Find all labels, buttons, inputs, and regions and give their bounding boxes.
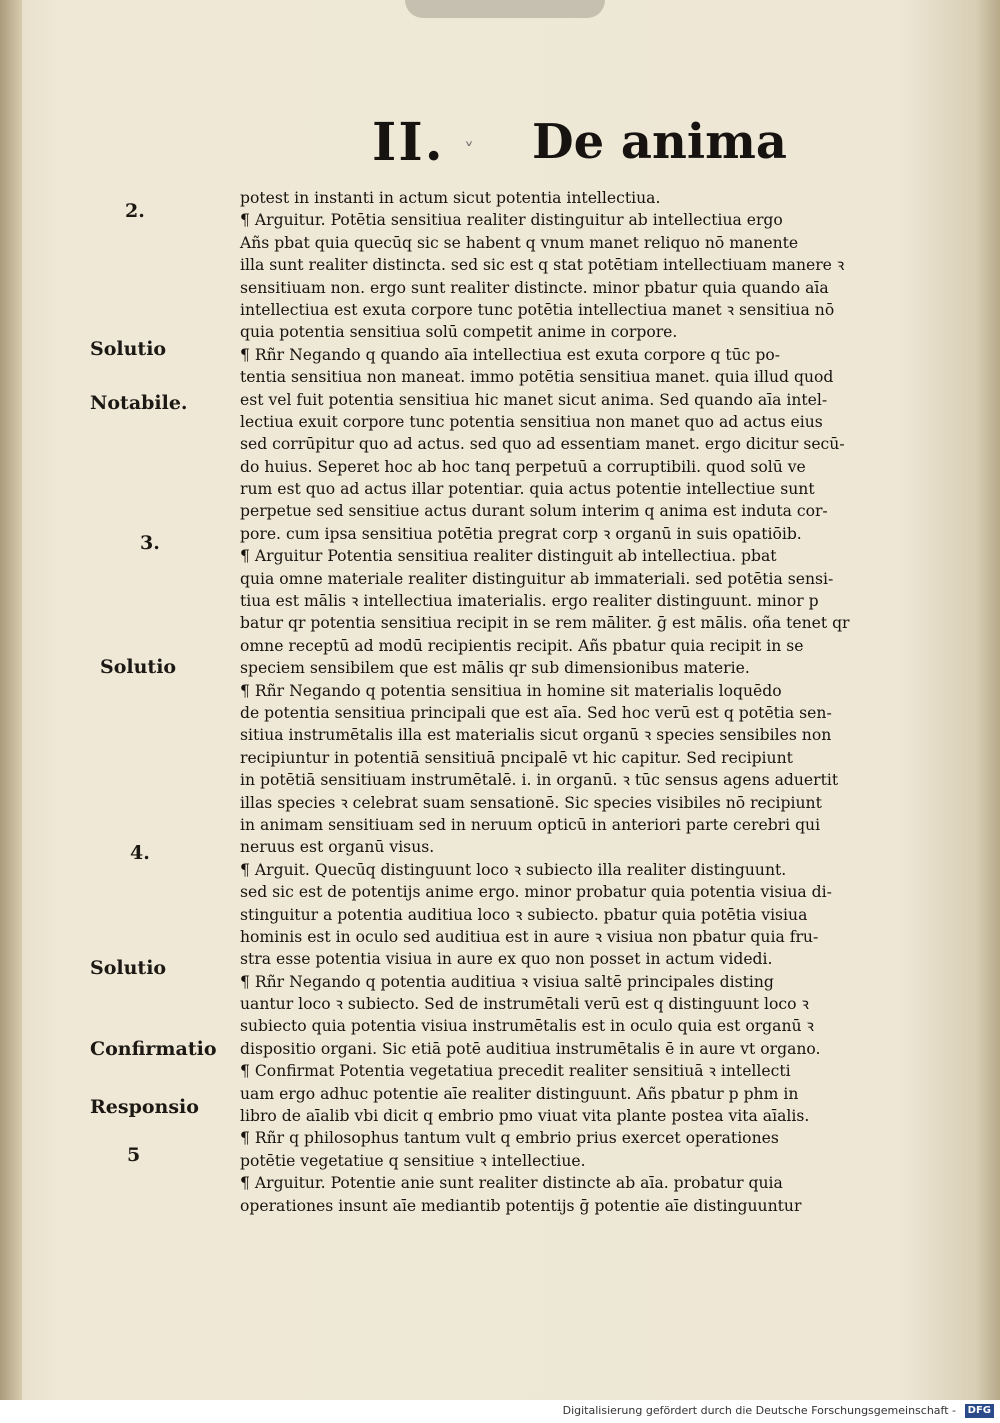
text-line: rum est quo ad actus illar potentiar. quia actus potentie intellectiue sunt bbox=[240, 480, 815, 499]
text-line: illa sunt realiter distincta. sed sic est q stat potētiam intellectiuam manere ꝛ bbox=[240, 256, 845, 275]
text-line: ¶ Arguitur Potentia sensitiua realiter distinguit ab intellectiua. pbat bbox=[240, 547, 777, 566]
text-line: hominis est in oculo sed auditiua est in aure ꝛ visiua non pbatur quia fru- bbox=[240, 927, 819, 946]
text-line: ¶ Rñr Negando q potentia auditiua ꝛ visiua saltē principales disting bbox=[240, 972, 774, 991]
margin-note-3: 3. bbox=[140, 532, 160, 554]
text-line: sed corrūpitur quo ad actus. sed quo ad essentiam manet. ergo dicitur secū- bbox=[240, 435, 845, 454]
text-line: tiua est mālis ꝛ intellectiua imaterialis. ergo realiter distinguunt. minor p bbox=[240, 592, 819, 611]
text-line: stra esse potentia visiua in aure ex quo non posset in actum videdi. bbox=[240, 950, 773, 969]
text-line: speciem sensibilem que est mālis qr sub dimensionibus materie. bbox=[240, 659, 750, 678]
funding-credit: Digitalisierung gefördert durch die Deutsche Forschungsgemeinschaft - bbox=[562, 1404, 956, 1417]
text-line: neruus est organū visus. bbox=[240, 838, 435, 857]
text-line: potētie vegetatiue q sensitiue ꝛ intellectiue. bbox=[240, 1151, 586, 1170]
text-line: do huius. Seperet hoc ab hoc tanq perpetuū a corruptibili. quod solū ve bbox=[240, 457, 806, 476]
margin-note-confirmatio: Confirmatio bbox=[90, 1038, 217, 1060]
text-line: ¶ Rñr Negando q potentia sensitiua in homine sit materialis loquēdo bbox=[240, 681, 782, 700]
text-line: ¶ Confirmat Potentia vegetatiua precedit realiter sensitiuā ꝛ intellecti bbox=[240, 1062, 791, 1081]
text-line: quia omne materiale realiter distinguitur ab immateriali. sed potētia sensi- bbox=[240, 569, 834, 588]
text-line: ¶ Arguitur. Potentie anie sunt realiter distincte ab aīa. probatur quia bbox=[240, 1174, 783, 1193]
text-line: quia potentia sensitiua solū competit anime in corpore. bbox=[240, 323, 678, 342]
margin-note-2: 2. bbox=[125, 200, 145, 222]
running-title: De anima bbox=[532, 114, 787, 170]
margin-note-4: 4. bbox=[130, 842, 150, 864]
text-line: perpetue sed sensitiue actus durant solum interim q anima est induta cor- bbox=[240, 502, 828, 521]
caret-mark: ˅ bbox=[464, 138, 474, 162]
text-line: ¶ Rñr q philosophus tantum vult q embrio prius exercet operationes bbox=[240, 1129, 779, 1148]
text-line: intellectiua est exuta corpore tunc potētia intellectiua manet ꝛ sensitiua nō bbox=[240, 300, 835, 319]
text-line: subiecto quia potentia visiua instrumētalis est in oculo quia est organū ꝛ bbox=[240, 1017, 814, 1036]
text-line: pore. cum ipsa sensitiua potētia pregrat corp ꝛ organū in suis opatiōib. bbox=[240, 524, 802, 543]
dfg-logo: DFG bbox=[965, 1404, 994, 1418]
text-line: potest in instanti in actum sicut potentia intellectiua. bbox=[240, 189, 661, 207]
margin-note-notabile: Notabile. bbox=[90, 392, 188, 414]
main-text-block bbox=[240, 187, 912, 1217]
page-spine-shadow bbox=[0, 0, 22, 1400]
margin-note-responsio: Responsio bbox=[90, 1096, 199, 1118]
text-line: in animam sensitiuam sed in neruum opticū in anteriori parte cerebri qui bbox=[240, 815, 821, 834]
text-line: stinguitur a potentia auditiua loco ꝛ subiecto. pbatur quia potētia visiua bbox=[240, 905, 808, 924]
text-line: sitiua instrumētalis illa est materialis sicut organū ꝛ species sensibiles non bbox=[240, 726, 832, 745]
text-line: libro de aīalib vbi dicit q embrio pmo viuat vita plante postea vita aīalis. bbox=[240, 1107, 810, 1126]
text-line: in potētiā sensitiuam instrumētalē. i. in organū. ꝛ tūc sensus agens aduertit bbox=[240, 771, 839, 790]
text-line: ¶ Arguitur. Potētia sensitiua realiter distinguitur ab intellectiua ergo bbox=[240, 211, 783, 230]
text-line: ¶ Arguit. Quecūq distinguunt loco ꝛ subiecto illa realiter distinguunt. bbox=[240, 860, 787, 879]
text-line: dispositio organi. Sic etiā potē auditiua instrumētalis ē in aure vt organo. bbox=[240, 1039, 821, 1058]
text-line: uam ergo adhuc potentie aīe realiter distinguunt. Añs pbatur p phm in bbox=[240, 1084, 799, 1103]
text-line: est vel fuit potentia sensitiua hic manet sicut anima. Sed quando aīa intel- bbox=[240, 390, 828, 409]
text-line: de potentia sensitiua principali que est aīa. Sed hoc verū est q potētia sen- bbox=[240, 703, 832, 722]
text-line: recipiuntur in potentiā sensitiuā pncipalē vt hic capitur. Sed recipiunt bbox=[240, 748, 793, 767]
tape-strip bbox=[405, 0, 605, 18]
margin-note-5: 5 bbox=[127, 1144, 141, 1166]
running-head bbox=[370, 108, 790, 178]
text-line: uantur loco ꝛ subiecto. Sed de instrumētali verū est q distinguunt loco ꝛ bbox=[240, 995, 809, 1014]
text-line: sensitiuam non. ergo sunt realiter distincte. minor pbatur quia quando aīa bbox=[240, 278, 829, 297]
folio-number: II. bbox=[372, 112, 445, 173]
text-line: Añs pbat quia quecūq sic se habent q vnum manet reliquo nō manente bbox=[240, 233, 799, 252]
text-line: operationes insunt aīe mediantib potentijs ḡ potentie aīe distinguuntur bbox=[240, 1196, 802, 1215]
margin-note-solutio-3: Solutio bbox=[90, 957, 167, 979]
footer-bar bbox=[0, 1400, 1000, 1423]
margin-note-solutio-1: Solutio bbox=[90, 338, 167, 360]
text-line: tentia sensitiua non maneat. immo potētia sensitiua manet. quia illud quod bbox=[240, 368, 834, 387]
text-line: illas species ꝛ celebrat suam sensationē. Sic species visibiles nō recipiunt bbox=[240, 793, 822, 812]
text-line: omne receptū ad modū recipientis recipit. Añs pbatur quia recipit in se bbox=[240, 636, 804, 655]
text-line: lectiua exuit corpore tunc potentia sensitiua non manet quo ad actus eius bbox=[240, 412, 823, 431]
text-line: batur qr potentia sensitiua recipit in se rem māliter. ḡ est mālis. oña tenet qr bbox=[240, 614, 850, 633]
text-line: ¶ Rñr Negando q quando aīa intellectiua est exuta corpore q tūc po- bbox=[240, 345, 780, 364]
margin-note-solutio-2: Solutio bbox=[100, 656, 177, 678]
text-line: sed sic est de potentijs anime ergo. minor probatur quia potentia visiua di- bbox=[240, 883, 832, 902]
